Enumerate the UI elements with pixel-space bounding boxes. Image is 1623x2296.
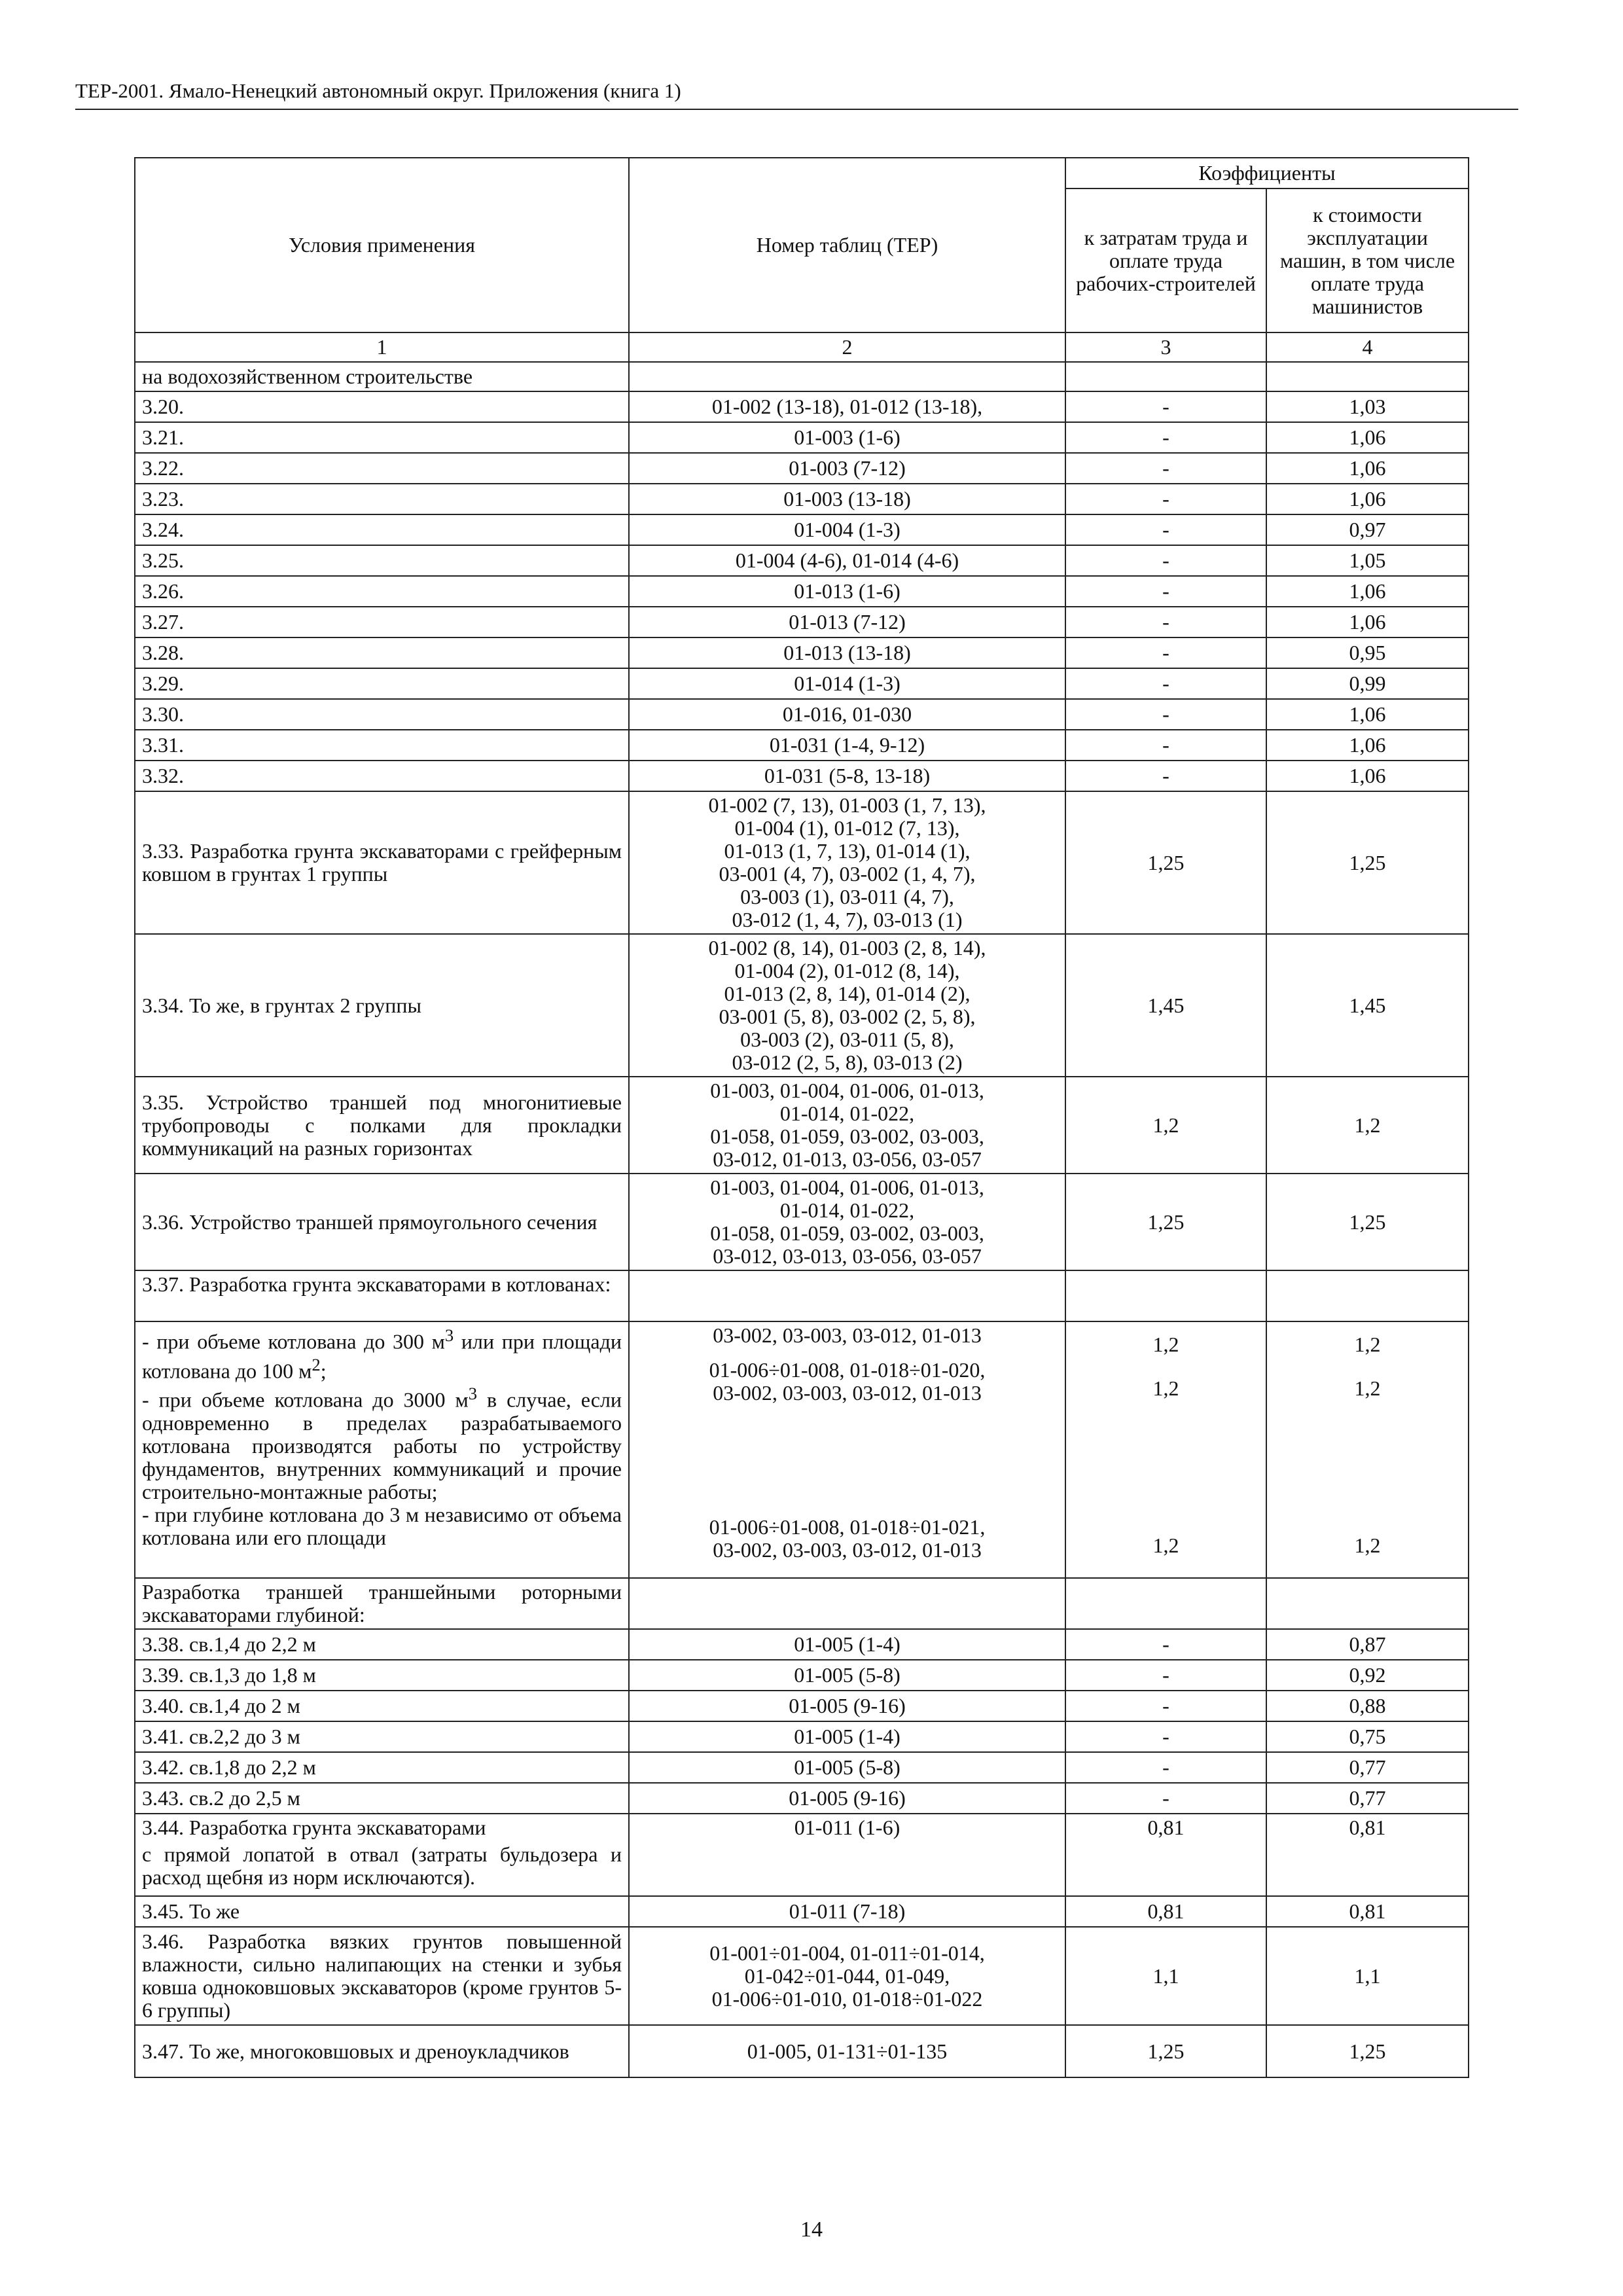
condition-cell: 3.46. Разработка вязких грунтов повышенной влажности, сильно налипающих на стенки и зубья ковша одноковшовых экскаваторов (кроме грунтов 5-6 группы) [135, 1927, 629, 2025]
labor-coef-cell: - [1065, 453, 1266, 484]
section-title: на водохозяйственном строительстве [135, 362, 629, 391]
machine-coef-cell: 0,99 [1266, 668, 1469, 699]
condition-item: - при глубине котлована до 3 м независимо от объема котлована или его площади [142, 1502, 622, 1549]
table-ref-line: 01-013 (1, 7, 13), 01-014 (1), [724, 839, 971, 863]
labor-coef-cell: - [1065, 514, 1266, 545]
page-header: ТЕР-2001. Ямало-Ненецкий автономный округ. Приложения (книга 1) [75, 77, 1518, 110]
tables-cell: 01-031 (5-8, 13-18) [629, 761, 1065, 791]
table-ref-line: 01-006÷01-008, 01-018÷01-021, [709, 1515, 986, 1539]
table-row [135, 1691, 1469, 1721]
col2-header: Номер таблиц (ТЕР) [629, 158, 1065, 332]
tables-cell: 01-003 (7-12) [629, 453, 1065, 484]
machine-coef-cell: 0,81 [1266, 1896, 1469, 1927]
table-row [135, 545, 1469, 576]
condition-cell: 3.26. [135, 576, 629, 607]
tables-cell: 01-011 (7-18) [629, 1896, 1065, 1927]
labor-coef-cell: - [1065, 637, 1266, 668]
condition-cell: 3.40. св.1,4 до 2 м [135, 1691, 629, 1721]
table-ref-line: 03-002, 03-003, 03-012, 01-013 [713, 1538, 982, 1562]
table-row [135, 576, 1469, 607]
table-row [135, 1629, 1469, 1660]
table-row [135, 934, 1469, 1077]
tables-cell [629, 1321, 1065, 1578]
condition-cell [135, 1814, 629, 1896]
condition-cell: 3.28. [135, 637, 629, 668]
machine-coef-cell: 1,05 [1266, 545, 1469, 576]
condition-cell: 3.22. [135, 453, 629, 484]
labor-coef-cell: - [1065, 668, 1266, 699]
table-row [135, 422, 1469, 453]
labor-coef-cell: - [1065, 1660, 1266, 1691]
labor-coef-cell: 1,25 [1065, 791, 1266, 934]
table-row [135, 484, 1469, 514]
tables-cell: 01-005 (5-8) [629, 1752, 1065, 1783]
machine-coef-cell: 1,06 [1266, 730, 1469, 761]
machine-coef-cell: 1,06 [1266, 576, 1469, 607]
table-ref-line: 03-002, 03-003, 03-012, 01-013 [713, 1381, 982, 1405]
machine-coef-cell: 1,06 [1266, 699, 1469, 730]
labor-coef-cell: 1,1 [1065, 1927, 1266, 2025]
table-ref-line: 03-012, 01-013, 03-056, 03-057 [713, 1147, 982, 1171]
section-row [135, 1578, 1469, 1629]
machine-coef-cell: 1,03 [1266, 391, 1469, 422]
machine-coef-cell: 1,06 [1266, 484, 1469, 514]
labor-coef-cell: - [1065, 699, 1266, 730]
table-row [135, 1927, 1469, 2025]
condition-cell: 3.24. [135, 514, 629, 545]
machine-coef-cell: 0,95 [1266, 637, 1469, 668]
page-number: 14 [800, 2217, 823, 2242]
table-ref-line: 03-003 (1), 03-011 (4, 7), [740, 885, 954, 908]
table-ref-line: 01-006÷01-008, 01-018÷01-020, [709, 1358, 986, 1382]
labor-coef-cell: - [1065, 545, 1266, 576]
tables-cell: 01-003 (13-18) [629, 484, 1065, 514]
table-row [135, 1896, 1469, 1927]
tables-cell: 01-031 (1-4, 9-12) [629, 730, 1065, 761]
labor-coef-cell: 1,25 [1065, 2025, 1266, 2077]
labor-coef-cell: - [1065, 484, 1266, 514]
condition-cell: 3.38. св.1,4 до 2,2 м [135, 1629, 629, 1660]
labor-coef-cell: - [1065, 730, 1266, 761]
condition-cell: 3.45. То же [135, 1896, 629, 1927]
tables-cell: 01-004 (4-6), 01-014 (4-6) [629, 545, 1065, 576]
col-number: 2 [629, 332, 1065, 362]
labor-coef-cell: 1,2 1,2 1,2 [1065, 1321, 1266, 1578]
tables-cell: 01-005 (1-4) [629, 1721, 1065, 1752]
tables-cell: 01-004 (1-3) [629, 514, 1065, 545]
tables-cell: 01-005 (9-16) [629, 1783, 1065, 1814]
table-ref-line: 01-002 (8, 14), 01-003 (2, 8, 14), [708, 936, 986, 960]
table-row [135, 1270, 1469, 1321]
machine-coef-cell: 0,97 [1266, 514, 1469, 545]
tables-cell: 01-014 (1-3) [629, 668, 1065, 699]
machine-coef-cell: 0,88 [1266, 1691, 1469, 1721]
machine-coef-cell: 1,06 [1266, 453, 1469, 484]
condition-cell: 3.30. [135, 699, 629, 730]
machine-coef-cell: 0,81 [1266, 1814, 1469, 1896]
condition-cell: 3.41. св.2,2 до 3 м [135, 1721, 629, 1752]
condition-line: с прямой лопатой в отвал (затраты бульдозера и расход щебня из норм исключаются). [142, 1842, 622, 1889]
condition-cell: 3.42. св.1,8 до 2,2 м [135, 1752, 629, 1783]
table-ref-line: 01-001÷01-004, 01-011÷01-014, [709, 1941, 985, 1965]
table-row [135, 791, 1469, 934]
table-ref-line: 01-013 (2, 8, 14), 01-014 (2), [724, 982, 971, 1005]
table-row [135, 668, 1469, 699]
tables-cell [629, 1077, 1065, 1174]
condition-cell: 3.32. [135, 761, 629, 791]
table-ref-line: 01-006÷01-010, 01-018÷01-022 [711, 1986, 983, 2011]
machine-coef-cell: 1,06 [1266, 761, 1469, 791]
table-row [135, 453, 1469, 484]
machine-coef-cell: 1,2 1,2 1,2 [1266, 1321, 1469, 1578]
condition-cell: 3.36. Устройство траншей прямоугольного сечения [135, 1174, 629, 1270]
table-ref-line: 01-042÷01-044, 01-049, [744, 1964, 950, 1988]
table-ref-line: 03-012 (1, 4, 7), 03-013 (1) [732, 908, 963, 931]
machine-coef-cell: 1,2 [1266, 1077, 1469, 1174]
table-row [135, 730, 1469, 761]
table-row [135, 699, 1469, 730]
machine-coef-cell: 1,45 [1266, 934, 1469, 1077]
table-row [135, 1077, 1469, 1174]
condition-cell: 3.35. Устройство траншей под многонитиевые трубопроводы с полками для прокладки коммуникаций на разных горизонтах [135, 1077, 629, 1174]
condition-cell: 3.20. [135, 391, 629, 422]
table-ref-line: 03-001 (5, 8), 03-002 (2, 5, 8), [719, 1005, 976, 1028]
col1-header: Условия применения [135, 158, 629, 332]
table-ref-line: 03-001 (4, 7), 03-002 (1, 4, 7), [719, 862, 976, 886]
condition-cell: 3.39. св.1,3 до 1,8 м [135, 1660, 629, 1691]
condition-cell: 3.25. [135, 545, 629, 576]
tables-cell: 01-005 (5-8) [629, 1660, 1065, 1691]
tables-cell: 01-013 (7-12) [629, 607, 1065, 637]
coefficients-table [134, 157, 1469, 2078]
condition-item: - при объеме котлована до 3000 $м^3$ в случае, если одновременно в пределах разрабатываемого котлована производятся работы по устройству фундаментов, внутренних коммуникаций и прочие строительно-монтажные работы; [142, 1384, 622, 1503]
table-ref-line: 01-014, 01-022, [779, 1198, 915, 1222]
machine-coef-cell: 1,25 [1266, 1174, 1469, 1270]
table-ref-line: 01-004 (2), 01-012 (8, 14), [734, 959, 960, 982]
table-row [135, 1321, 1469, 1578]
labor-coef-cell: - [1065, 1691, 1266, 1721]
condition-cell [135, 1321, 629, 1578]
labor-coef-cell: 1,25 [1065, 1174, 1266, 1270]
table-ref-line: 03-012 (2, 5, 8), 03-013 (2) [732, 1050, 963, 1074]
table-ref-line: 01-003, 01-004, 01-006, 01-013, [710, 1079, 984, 1102]
labor-coef-cell: 1,45 [1065, 934, 1266, 1077]
table-row [135, 514, 1469, 545]
table-ref-line: 01-058, 01-059, 03-002, 03-003, [710, 1124, 984, 1148]
table-ref-line: 03-012, 03-013, 03-056, 03-057 [713, 1244, 982, 1268]
labor-coef-cell: - [1065, 1783, 1266, 1814]
tables-cell: 01-011 (1-6) [629, 1814, 1065, 1896]
table-ref-line: 01-004 (1), 01-012 (7, 13), [734, 816, 960, 840]
col-number: 1 [135, 332, 629, 362]
tables-cell: 01-005, 01-131÷01-135 [629, 2025, 1065, 2077]
labor-coef-cell: - [1065, 761, 1266, 791]
labor-coef-cell: 0,81 [1065, 1896, 1266, 1927]
col-number: 3 [1065, 332, 1266, 362]
condition-cell: 3.23. [135, 484, 629, 514]
table-ref-line: 01-058, 01-059, 03-002, 03-003, [710, 1221, 984, 1245]
machine-coef-cell: 0,92 [1266, 1660, 1469, 1691]
table-row [135, 761, 1469, 791]
labor-coef-cell: - [1065, 391, 1266, 422]
machine-coef-cell: 0,87 [1266, 1629, 1469, 1660]
col3-header: к затратам труда и оплате труда рабочих-строителей [1065, 188, 1266, 332]
table-ref-line: 01-002 (7, 13), 01-003 (1, 7, 13), [708, 793, 986, 817]
table-row [135, 391, 1469, 422]
condition-cell: 3.47. То же, многоковшовых и дреноукладчиков [135, 2025, 629, 2077]
labor-coef-cell: - [1065, 576, 1266, 607]
tables-cell: 01-005 (1-4) [629, 1629, 1065, 1660]
machine-coef-cell: 1,06 [1266, 607, 1469, 637]
labor-coef-cell: 0,81 [1065, 1814, 1266, 1896]
table-row [135, 1660, 1469, 1691]
tables-cell: 01-013 (13-18) [629, 637, 1065, 668]
condition-cell: 3.33. Разработка грунта экскаваторами с грейферным ковшом в грунтах 1 группы [135, 791, 629, 934]
section-row [135, 362, 1469, 391]
machine-coef-cell: 0,75 [1266, 1721, 1469, 1752]
tables-cell [629, 1927, 1065, 2025]
condition-cell: 3.37. Разработка грунта экскаваторами в котлованах: [135, 1270, 629, 1321]
table-ref-line: 01-014, 01-022, [779, 1102, 915, 1125]
machine-coef-cell: 1,25 [1266, 2025, 1469, 2077]
table-row [135, 637, 1469, 668]
condition-cell: 3.21. [135, 422, 629, 453]
machine-coef-cell: 1,25 [1266, 791, 1469, 934]
condition-line: 3.44. Разработка грунта экскаваторами [142, 1816, 486, 1839]
condition-cell: 3.27. [135, 607, 629, 637]
tables-cell [629, 934, 1065, 1077]
tables-cell [629, 1174, 1065, 1270]
table-row [135, 607, 1469, 637]
coefficients-header: Коэффициенты [1065, 158, 1469, 188]
condition-cell: 3.29. [135, 668, 629, 699]
labor-coef-cell: - [1065, 1721, 1266, 1752]
condition-cell: 3.43. св.2 до 2,5 м [135, 1783, 629, 1814]
condition-cell: 3.34. То же, в грунтах 2 группы [135, 934, 629, 1077]
col4-header: к стоимости эксплуатации машин, в том числе оплате труда машинистов [1266, 188, 1469, 332]
machine-coef-cell: 1,1 [1266, 1927, 1469, 2025]
table-row [135, 1752, 1469, 1783]
tables-cell [629, 791, 1065, 934]
table-ref-line: 03-002, 03-003, 03-012, 01-013 [713, 1323, 982, 1347]
tables-cell: 01-005 (9-16) [629, 1691, 1065, 1721]
labor-coef-cell: - [1065, 1752, 1266, 1783]
labor-coef-cell: - [1065, 422, 1266, 453]
column-numbers-row [135, 332, 1469, 362]
table-ref-line: 03-003 (2), 03-011 (5, 8), [740, 1028, 954, 1051]
condition-cell: 3.31. [135, 730, 629, 761]
section-title: Разработка траншей траншейными роторными экскаваторами глубиной: [135, 1578, 629, 1629]
tables-cell: 01-013 (1-6) [629, 576, 1065, 607]
machine-coef-cell: 0,77 [1266, 1783, 1469, 1814]
tables-cell: 01-002 (13-18), 01-012 (13-18), [629, 391, 1065, 422]
labor-coef-cell: 1,2 [1065, 1077, 1266, 1174]
labor-coef-cell: - [1065, 607, 1266, 637]
table-row [135, 1783, 1469, 1814]
table-row [135, 1814, 1469, 1896]
tables-cell: 01-016, 01-030 [629, 699, 1065, 730]
machine-coef-cell: 0,77 [1266, 1752, 1469, 1783]
condition-item: - при объеме котлована до 300 $м^3$ или при площади котлована до 100 $м^2$; [142, 1325, 622, 1383]
table-row [135, 1174, 1469, 1270]
machine-coef-cell: 1,06 [1266, 422, 1469, 453]
table-row [135, 1721, 1469, 1752]
tables-cell: 01-003 (1-6) [629, 422, 1065, 453]
table-ref-line: 01-003, 01-004, 01-006, 01-013, [710, 1175, 984, 1199]
labor-coef-cell: - [1065, 1629, 1266, 1660]
table-row [135, 2025, 1469, 2077]
col-number: 4 [1266, 332, 1469, 362]
